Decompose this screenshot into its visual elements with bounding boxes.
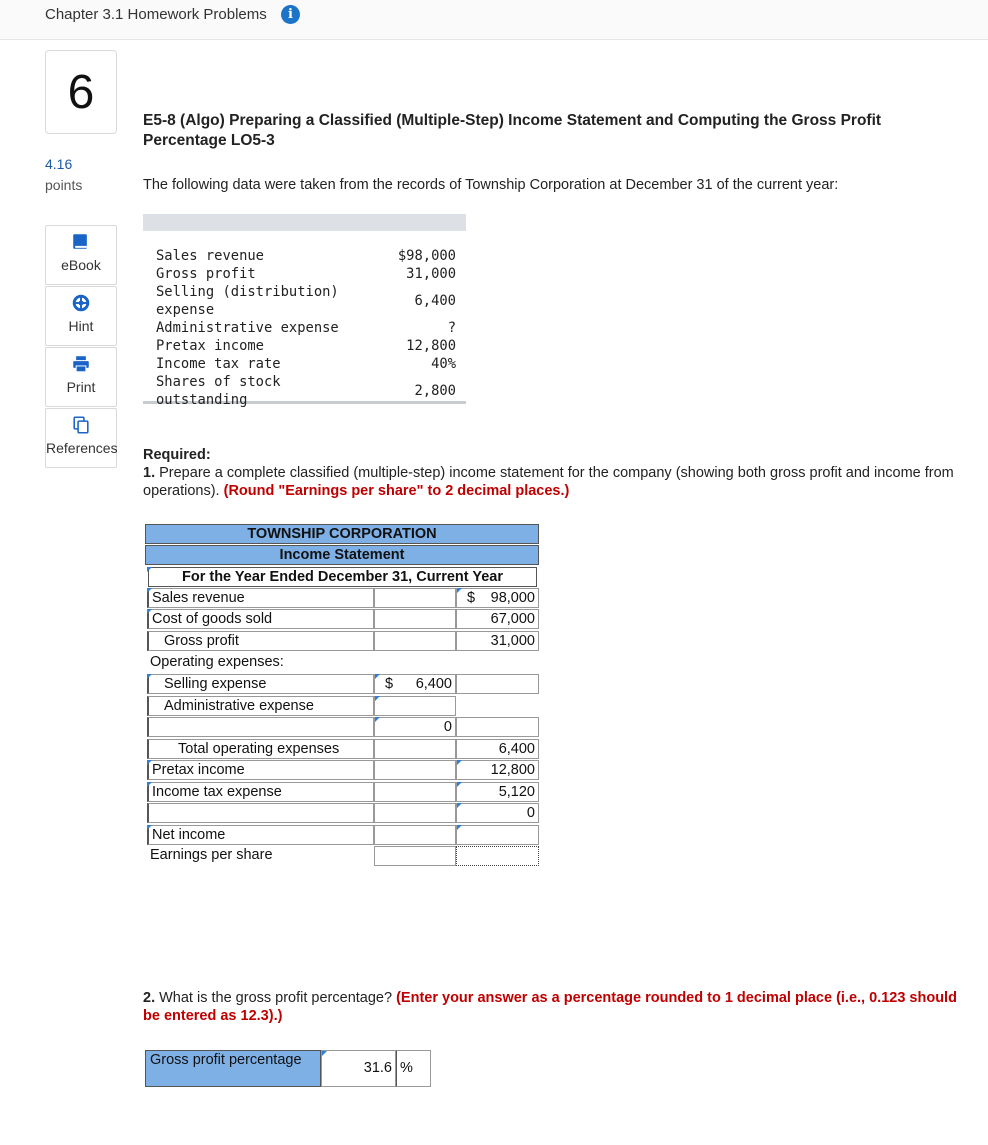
cell-flag [147, 609, 152, 614]
cell-flag [457, 782, 462, 787]
sales-c1-input[interactable] [374, 588, 456, 608]
required-part2 [143, 989, 973, 1025]
given-data-row [143, 265, 466, 283]
selling-c1-value: 6,400 [415, 676, 452, 692]
given-data-row [143, 247, 466, 265]
question-number: 6 [45, 50, 117, 134]
gross-profit-c1-input[interactable] [374, 631, 456, 651]
cell-flag [457, 825, 462, 830]
question-title: E5-8 (Algo) Preparing a Classified (Multiple-Step) Income Statement and Computing the Gross Profit Percentage LO5-3 [143, 112, 882, 149]
selling-label-input[interactable]: Selling expense [147, 674, 374, 694]
gross-profit-percentage-label: Gross profit percentage [145, 1050, 321, 1087]
gross-profit-label-input[interactable]: Gross profit [147, 631, 374, 651]
given-data-label: Shares of stock outstanding [156, 374, 281, 408]
required-section [143, 446, 963, 500]
pretax-c1-input[interactable] [374, 760, 456, 780]
blank1-c1-input[interactable]: 0 [374, 717, 456, 737]
printer-icon [46, 355, 116, 373]
part2-number: 2. [143, 990, 156, 1006]
tax-c2-input[interactable]: 5,120 [456, 782, 539, 802]
sales-c2-value: 98,000 [490, 590, 535, 606]
eps-label: Earnings per share [147, 846, 374, 866]
admin-label-input[interactable]: Administrative expense [147, 696, 374, 716]
cell-flag [147, 588, 152, 593]
question-intro: The following data were taken from the records of Township Corporation at December 31 of the current year: [143, 177, 839, 193]
given-data-label: Selling (distribution) expense [156, 284, 339, 318]
assignment-title: Chapter 3.1 Homework Problems [45, 6, 267, 23]
given-data-row [143, 337, 466, 355]
ebook-button[interactable] [45, 225, 117, 285]
cell-flag [147, 760, 152, 765]
hint-label: Hint [68, 318, 94, 334]
blank2-label-input[interactable] [147, 803, 374, 823]
book-icon [46, 233, 116, 251]
sales-c2-input[interactable] [456, 588, 539, 608]
given-data-value: 6,400 [414, 293, 456, 309]
dollar-sign: $ [385, 676, 394, 692]
eps-c1-input[interactable] [374, 846, 456, 866]
given-data-label: Pretax income [156, 338, 264, 354]
sales-label-input[interactable]: Sales revenue [147, 588, 374, 608]
tax-label-input[interactable]: Income tax expense [147, 782, 374, 802]
points-label: points [45, 177, 83, 193]
given-data-value: 40% [431, 356, 456, 372]
cell-flag [375, 696, 380, 701]
net-income-c2-input[interactable] [456, 825, 539, 845]
given-data-label: Gross profit [156, 266, 256, 282]
part1-number: 1. [143, 465, 156, 481]
cogs-c1-input[interactable] [374, 609, 456, 629]
print-button[interactable] [45, 347, 117, 407]
pretax-label-input[interactable]: Pretax income [147, 760, 374, 780]
ebook-label: eBook [61, 257, 101, 273]
given-data-label: Administrative expense [156, 320, 339, 336]
pretax-c2-input[interactable]: 12,800 [456, 760, 539, 780]
given-data-label: Income tax rate [156, 356, 281, 372]
total-opex-label-input[interactable]: Total operating expenses [147, 739, 374, 759]
cell-flag [375, 717, 380, 722]
net-income-c1-input[interactable] [374, 825, 456, 845]
cell-flag [147, 825, 152, 830]
points-value: 4.16 [45, 156, 73, 172]
copy-icon [46, 416, 116, 434]
info-icon[interactable]: i [281, 5, 300, 24]
gross-profit-percentage-input[interactable]: 31.6 [321, 1050, 396, 1087]
selling-c1-input[interactable] [374, 674, 456, 694]
references-label: References [46, 440, 118, 456]
dollar-sign: $ [467, 590, 476, 606]
percent-unit: % [396, 1050, 431, 1087]
cell-flag [457, 588, 462, 593]
blank2-c1-input[interactable] [374, 803, 456, 823]
cell-flag [147, 567, 152, 572]
part1-note: (Round "Earnings per share" to 2 decimal places.) [223, 483, 570, 499]
given-data-table [143, 214, 466, 408]
references-button[interactable] [45, 408, 117, 468]
operating-expenses-label: Operating expenses: [147, 653, 374, 673]
cell-flag [457, 760, 462, 765]
total-opex-c1-input[interactable] [374, 739, 456, 759]
print-label: Print [66, 379, 96, 395]
required-heading: Required: [143, 447, 211, 463]
cogs-label-input[interactable]: Cost of goods sold [147, 609, 374, 629]
given-data-label: Sales revenue [156, 248, 264, 264]
hint-button[interactable] [45, 286, 117, 346]
blank1-c2-input[interactable] [456, 717, 539, 737]
cell-flag [147, 782, 152, 787]
cell-flag [375, 674, 380, 679]
blank1-label-input[interactable] [147, 717, 374, 737]
cogs-c2-input[interactable]: 67,000 [456, 609, 539, 629]
top-bar [0, 0, 988, 40]
given-data-value: ? [447, 320, 456, 336]
is-company-header: TOWNSHIP CORPORATION [145, 524, 539, 544]
cell-flag [147, 674, 152, 679]
given-data-row [143, 319, 466, 337]
part2-note: (Enter your answer as a percentage rounded to 1 decimal place (i.e., 0.123 should be entered as 12.3).) [143, 990, 957, 1024]
lifebuoy-icon [46, 294, 116, 312]
net-income-label-input[interactable]: Net income [147, 825, 374, 845]
part2-text: What is the gross profit percentage? [155, 990, 397, 1006]
given-data-row [143, 283, 466, 319]
required-part1 [143, 464, 963, 500]
given-data-value: 12,800 [406, 338, 456, 354]
admin-c1-input[interactable] [374, 696, 456, 716]
selling-c2-input[interactable] [456, 674, 539, 694]
given-data-value: 2,800 [414, 383, 456, 399]
given-data-value: 31,000 [406, 266, 456, 282]
given-data-row [143, 373, 466, 409]
gross-profit-c2-input[interactable]: 31,000 [456, 631, 539, 651]
blank2-c2-input[interactable]: 0 [456, 803, 539, 823]
part1-text: Prepare a complete classified (multiple-step) income statement for the company (showing both gross profit and income from operations). [143, 465, 954, 499]
cell-flag [457, 803, 462, 808]
total-opex-c2-input[interactable]: 6,400 [456, 739, 539, 759]
eps-c2-input[interactable] [456, 846, 539, 866]
is-period-header[interactable]: For the Year Ended December 31, Current Year [148, 567, 537, 587]
given-data-value: $98,000 [397, 248, 456, 264]
tax-c1-input[interactable] [374, 782, 456, 802]
is-statement-header: Income Statement [145, 545, 539, 565]
given-data-row [143, 355, 466, 373]
